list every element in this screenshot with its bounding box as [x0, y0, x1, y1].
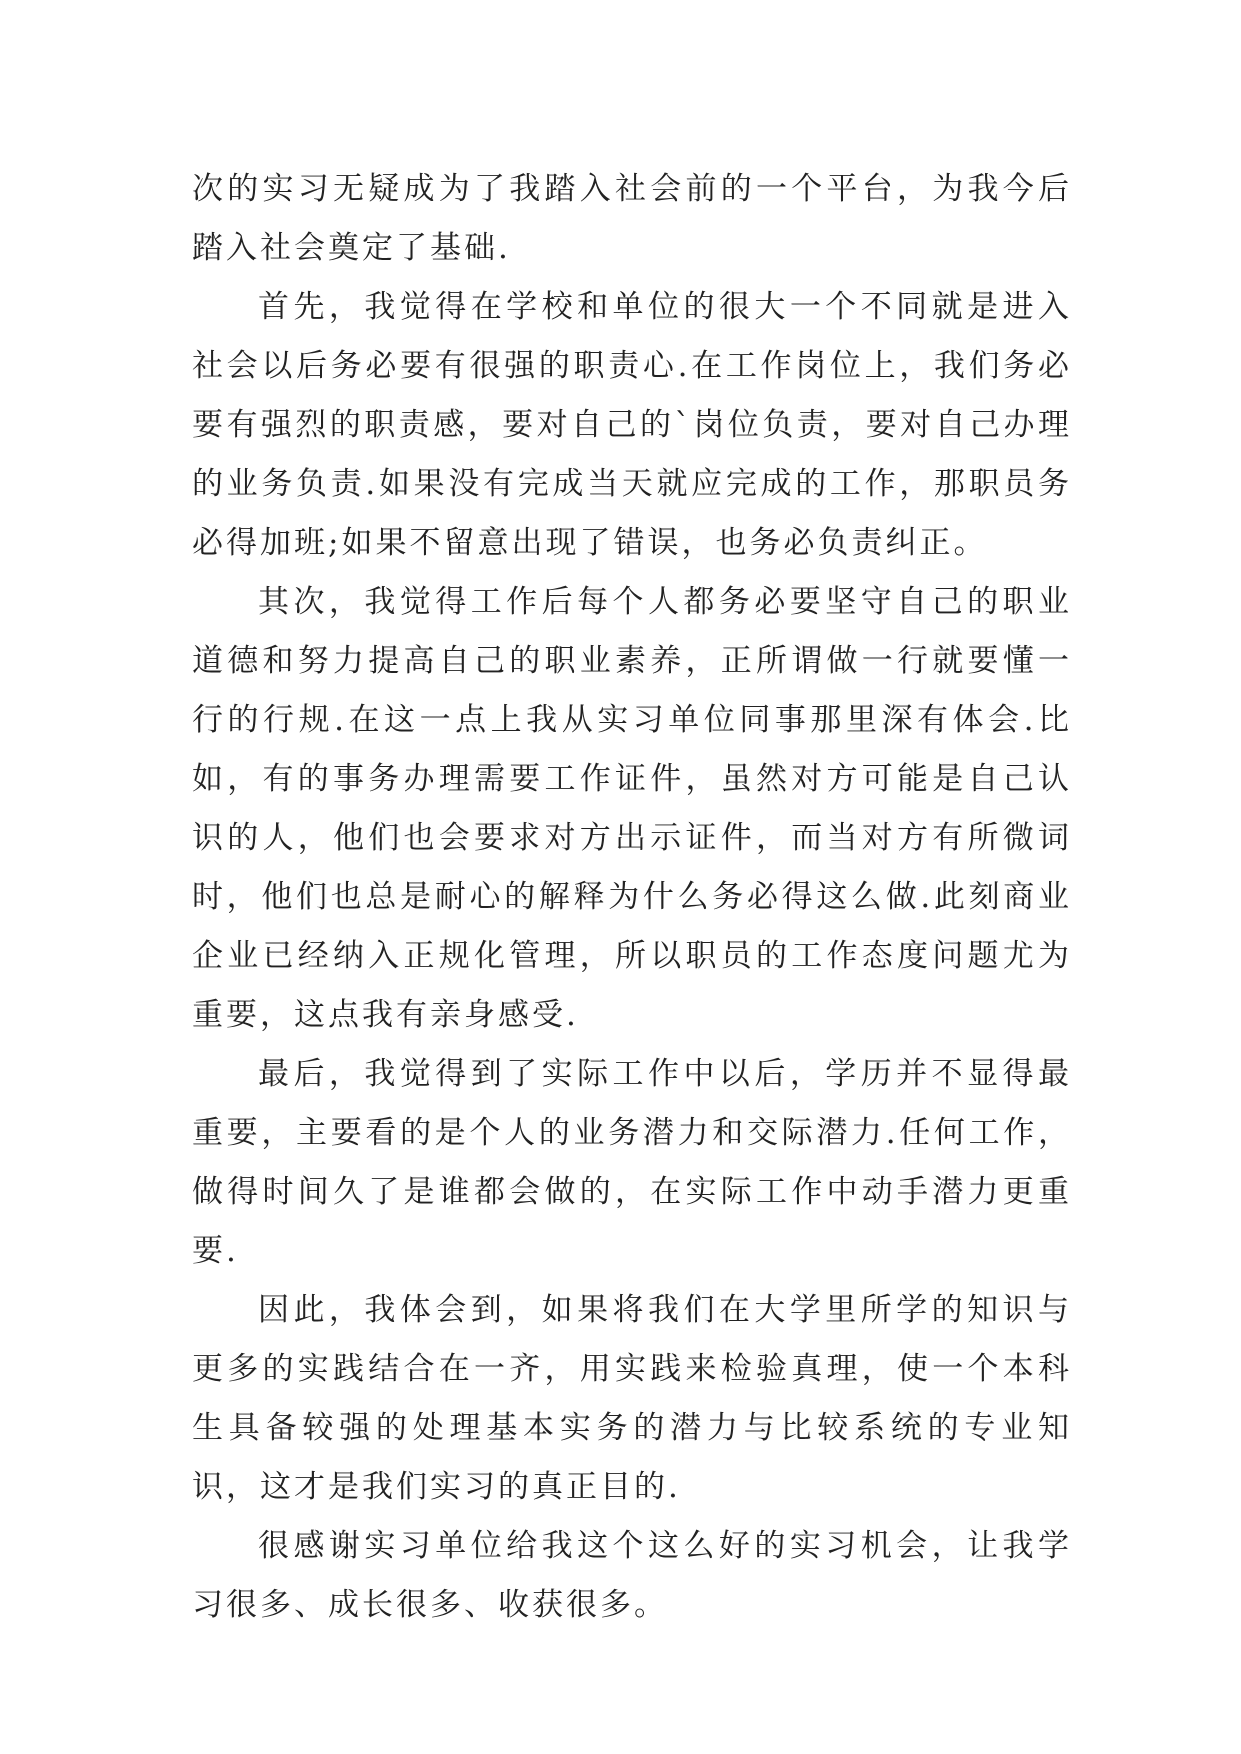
paragraph-conclusion: 因此，我体会到，如果将我们在大学里所学的知识与更多的实践结合在一齐，用实践来检验真理，使一个本科生具备较强的处理基本实务的潜力与比较系统的专业知识，这才是我们实习的真正目的.: [192, 1292, 1072, 1505]
paragraph-professional-ethics: 其次，我觉得工作后每个人都务必要坚守自己的职业道德和努力提高自己的职业素养，正所谓做一行就要懂一行的行规.在这一点上我从实习单位同事那里深有体会.比如，有的事务办理需要工作证件，虽然对方可能是自己认识的人，他们也会要求对方出示证件，而当对方有所微词时，他们也总是耐心的解释为什么务必得这么做.此刻商业企业已经纳入正规化管理，所以职员的工作态度问题尤为重要，这点我有亲身感受.: [192, 584, 1072, 1033]
document-body: [192, 160, 1072, 1635]
paragraph-responsibility: 首先，我觉得在学校和单位的很大一个不同就是进入社会以后务必要有很强的职责心.在工作岗位上，我们务必要有强烈的职责感，要对自己的`岗位负责，要对自己办理的业务负责.如果没有完成当天就应完成的工作，那职员务必得加班;如果不留意出现了错误，也务必负责纠正。: [192, 289, 1072, 561]
paragraph-thanks: 很感谢实习单位给我这个这么好的实习机会，让我学习很多、成长很多、收获很多。: [192, 1528, 1072, 1623]
paragraph-continuation: 次的实习无疑成为了我踏入社会前的一个平台，为我今后踏入社会奠定了基础.: [192, 171, 1072, 266]
paragraph-ability: 最后，我觉得到了实际工作中以后，学历并不显得最重要，主要看的是个人的业务潜力和交际潜力.任何工作，做得时间久了是谁都会做的，在实际工作中动手潜力更重要.: [192, 1056, 1072, 1269]
